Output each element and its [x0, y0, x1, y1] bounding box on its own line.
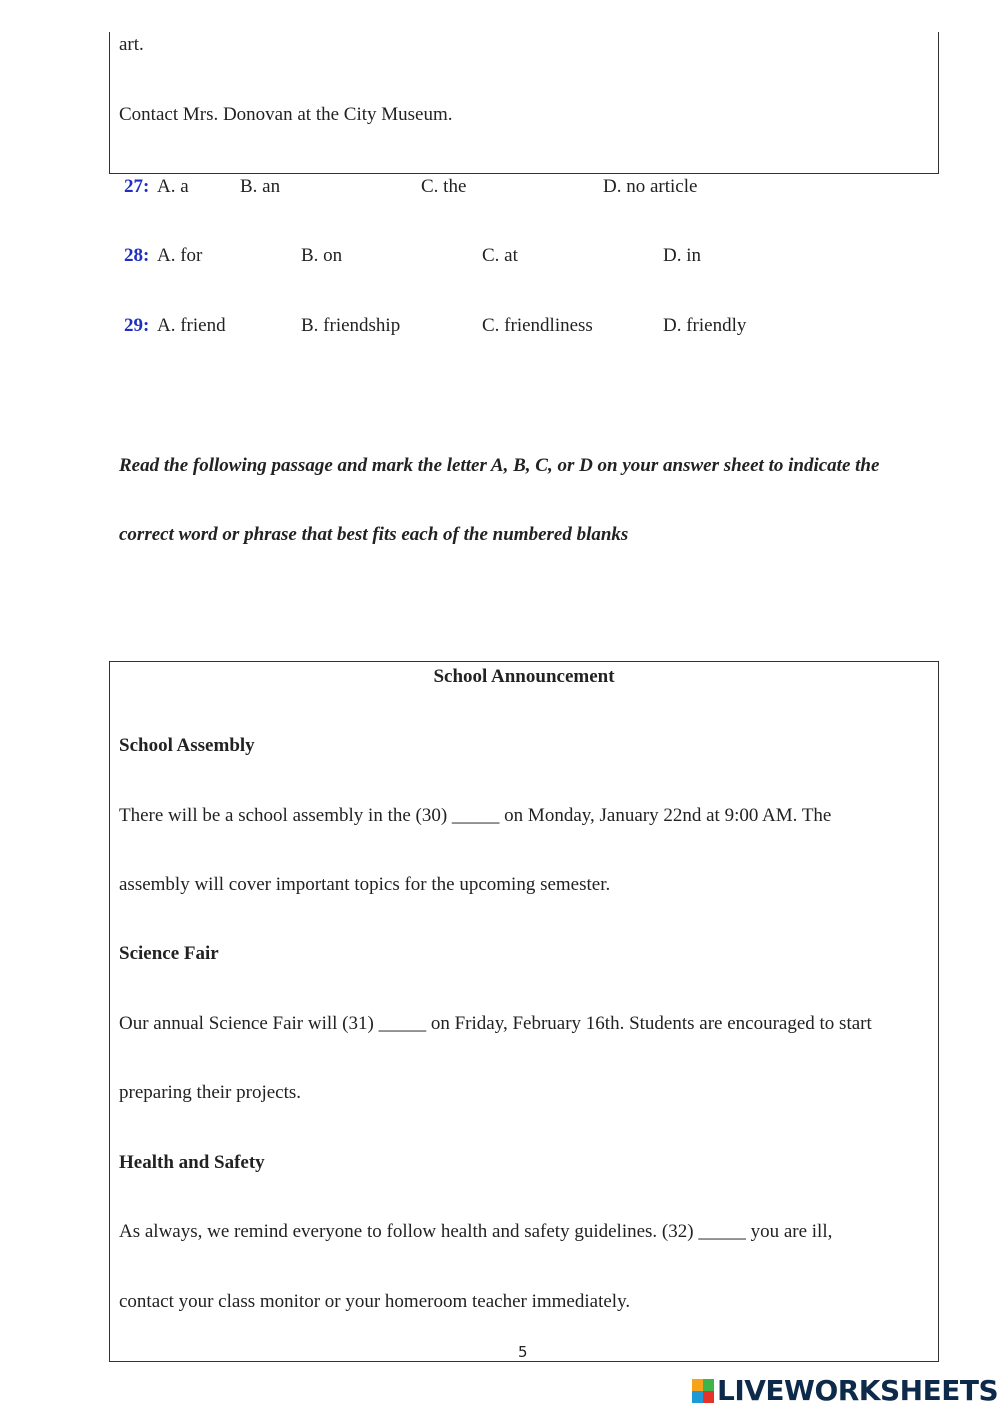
question-number-29: 29: — [124, 315, 150, 336]
page-number: 5 — [518, 1343, 528, 1361]
option-b[interactable]: B. on — [301, 245, 343, 266]
option-c[interactable]: C. at — [482, 245, 518, 266]
option-d[interactable]: D. no article — [603, 176, 698, 197]
liveworksheets-logo-icon — [692, 1379, 714, 1403]
announcement-box — [109, 661, 939, 1362]
announcement-text-line: assembly will cover important topics for the upcoming semester. — [119, 874, 611, 895]
announcement-text-line: There will be a school assembly in the (30) _____ on Monday, January 22nd at 9:00 AM. The — [119, 805, 832, 826]
previous-passage-box — [109, 32, 939, 174]
option-b[interactable]: B. an — [240, 176, 281, 197]
option-b[interactable]: B. friendship — [301, 315, 401, 336]
logo-square — [703, 1379, 714, 1391]
option-c[interactable]: C. the — [421, 176, 467, 197]
logo-square — [692, 1391, 703, 1403]
instructions-line: Read the following passage and mark the letter A, B, C, or D on your answer sheet to indicate the — [119, 455, 880, 476]
option-a[interactable]: A. a — [157, 176, 189, 197]
section-heading-science-fair: Science Fair — [119, 943, 219, 964]
passage-text-line: Contact Mrs. Donovan at the City Museum. — [119, 104, 453, 125]
announcement-title: School Announcement — [433, 666, 615, 687]
option-c[interactable]: C. friendliness — [482, 315, 593, 336]
question-number-28: 28: — [124, 245, 150, 266]
announcement-text-line: contact your class monitor or your homeroom teacher immediately. — [119, 1291, 631, 1312]
logo-square — [692, 1379, 703, 1391]
option-d[interactable]: D. friendly — [663, 315, 747, 336]
announcement-text-line: Our annual Science Fair will (31) _____ on Friday, February 16th. Students are encouraged to start — [119, 1013, 872, 1034]
section-heading-health-safety: Health and Safety — [119, 1152, 265, 1173]
instructions-line: correct word or phrase that best fits each of the numbered blanks — [119, 524, 629, 545]
liveworksheets-logo — [692, 1376, 998, 1406]
section-heading-school-assembly: School Assembly — [119, 735, 255, 756]
question-number-27: 27: — [124, 176, 150, 197]
passage-text-line: art. — [119, 34, 144, 55]
option-a[interactable]: A. for — [157, 245, 203, 266]
announcement-text-line: preparing their projects. — [119, 1082, 302, 1103]
logo-square — [703, 1391, 714, 1403]
liveworksheets-logo-text: LIVEWORKSHEETS — [717, 1374, 999, 1407]
option-d[interactable]: D. in — [663, 245, 701, 266]
announcement-text-line: As always, we remind everyone to follow health and safety guidelines. (32) _____ you are ill, — [119, 1221, 833, 1242]
option-a[interactable]: A. friend — [157, 315, 226, 336]
